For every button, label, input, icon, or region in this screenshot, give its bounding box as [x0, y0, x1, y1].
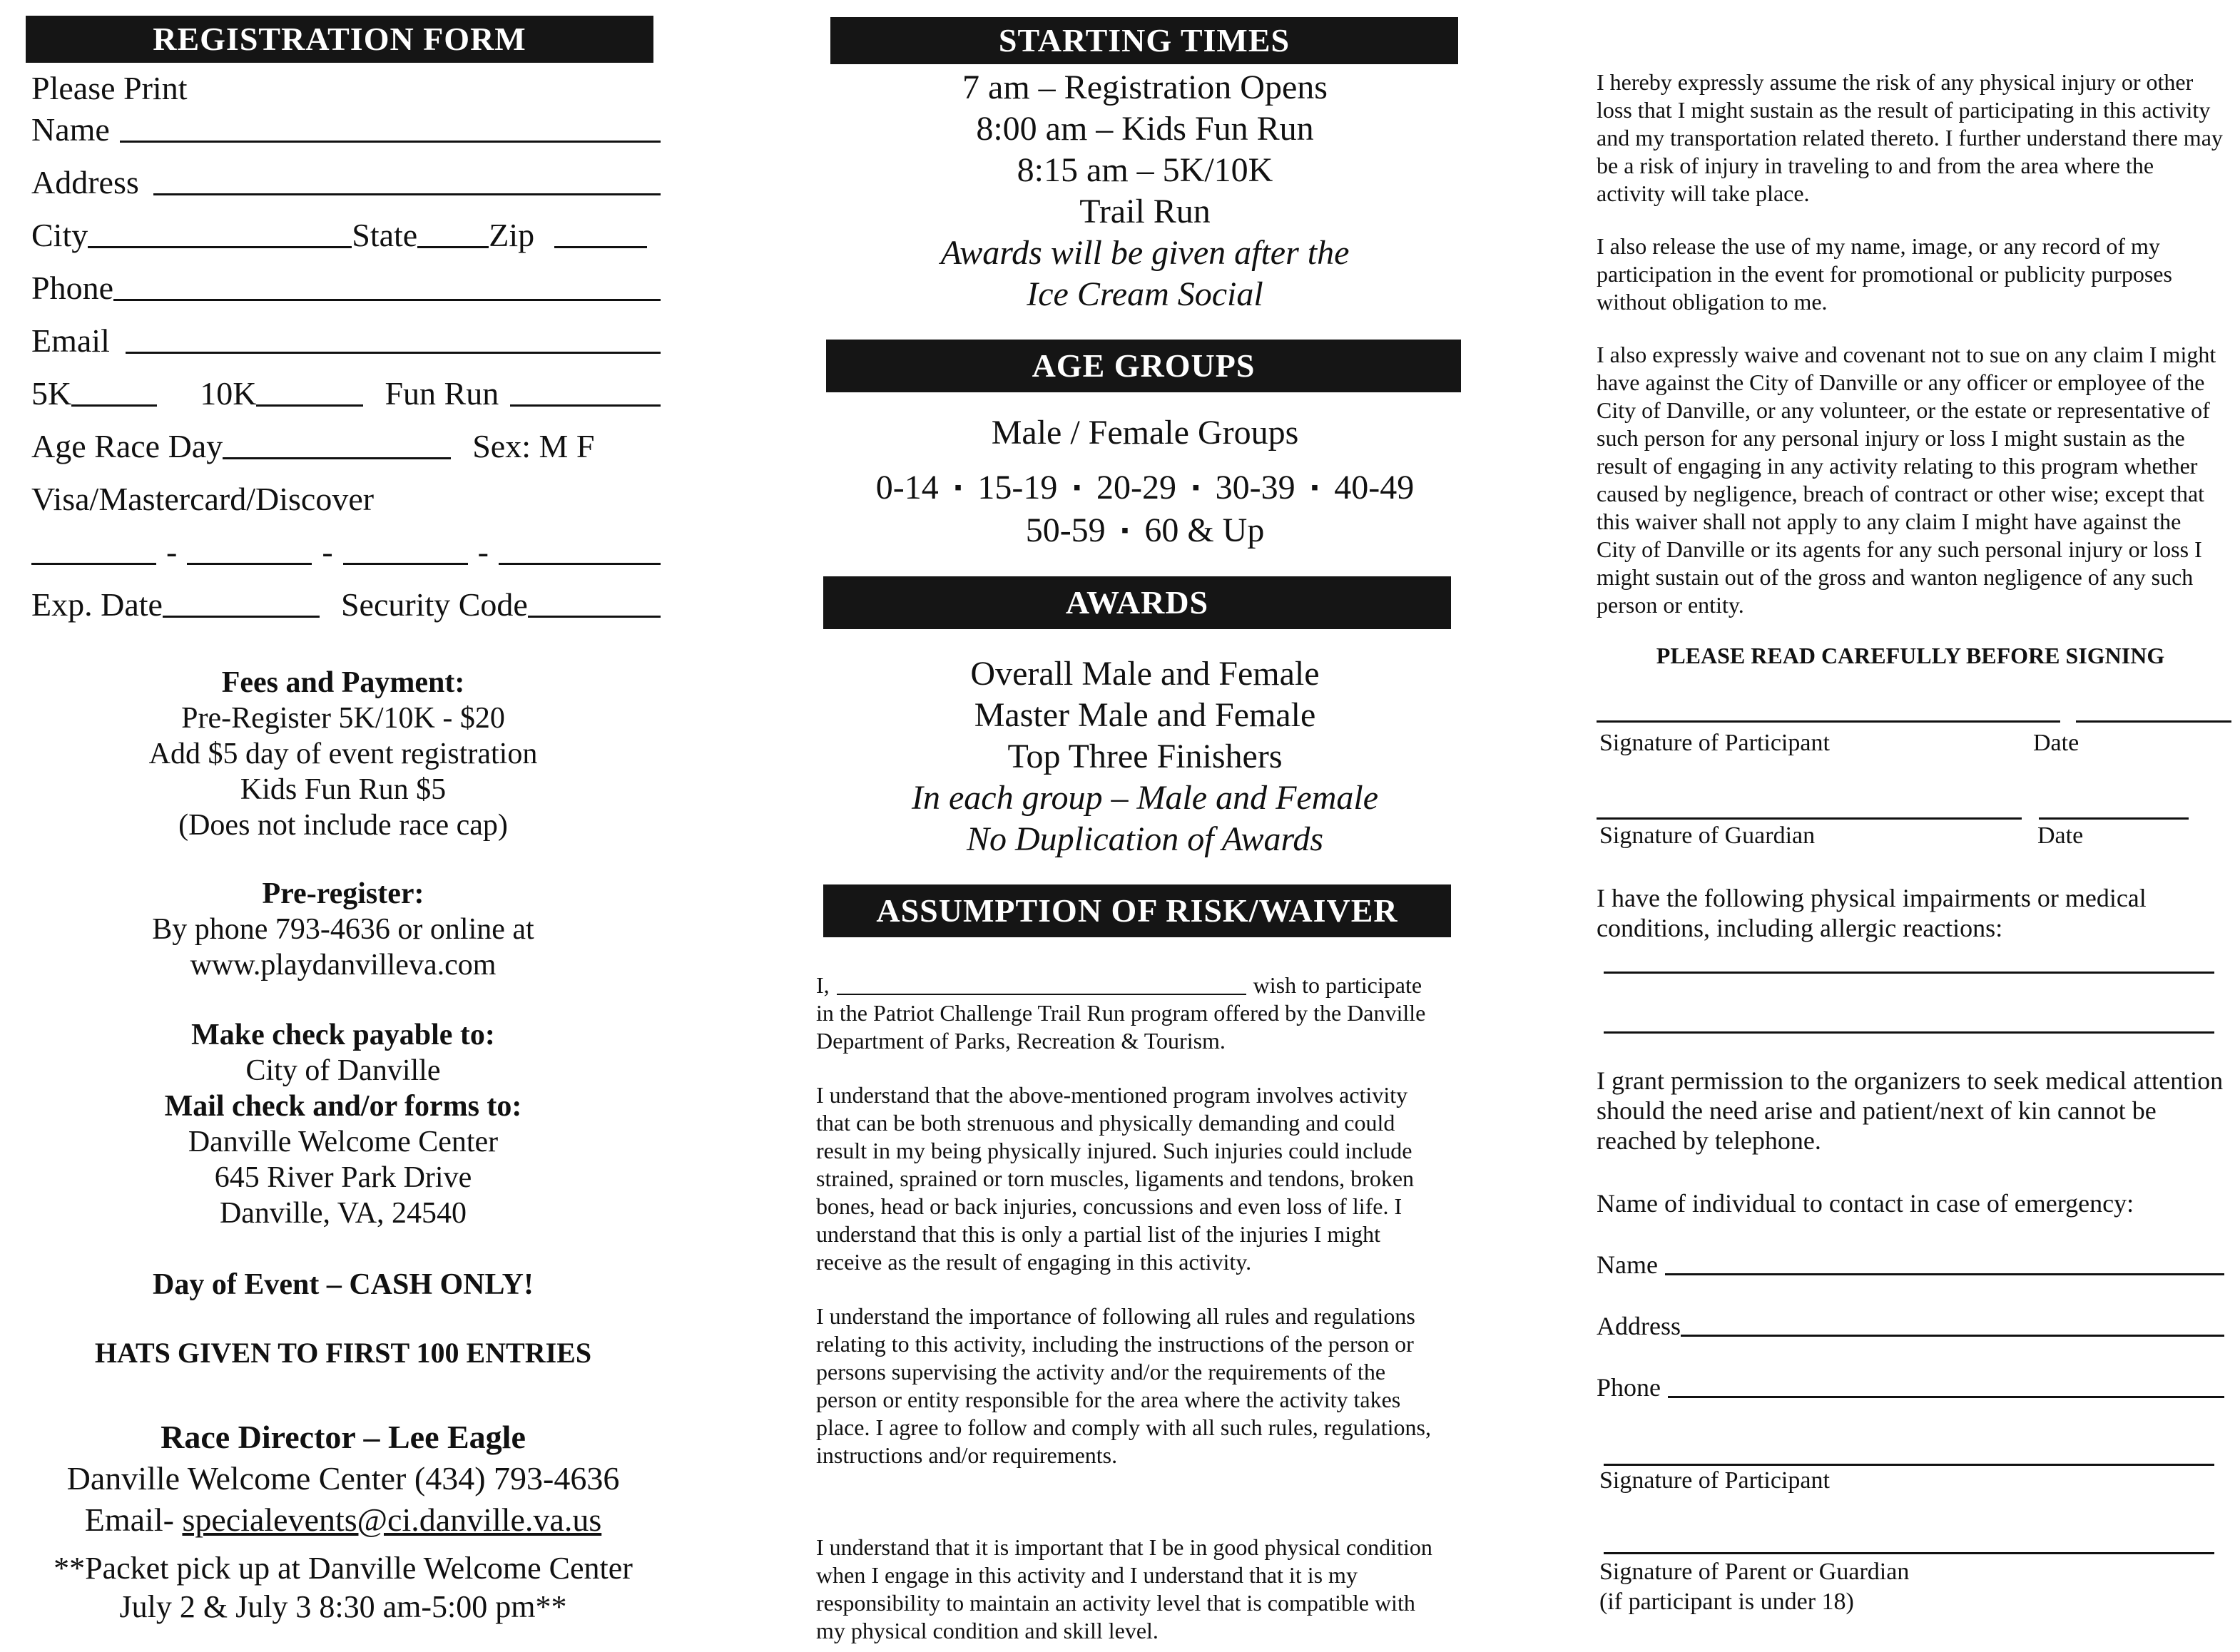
date-label: Date — [2037, 822, 2084, 849]
participant-name-field[interactable] — [837, 994, 1246, 995]
award-note: In each group – Male and Female — [911, 779, 1379, 817]
fees-line: (Does not include race cap) — [178, 809, 508, 842]
race-5k-label: 5K — [31, 375, 72, 412]
security-code-field[interactable] — [528, 616, 661, 618]
card-types-label: Visa/Mastercard/Discover — [31, 481, 375, 517]
zip-field[interactable] — [554, 246, 647, 248]
card-number-field-2[interactable] — [187, 563, 312, 565]
participant-signature-field[interactable] — [1597, 720, 2060, 723]
email-prefix: Email- — [84, 1501, 183, 1538]
fees-heading: Fees and Payment: — [221, 666, 465, 699]
preregister-heading: Pre-register: — [262, 877, 424, 910]
parent-signature-field[interactable] — [1604, 1552, 2214, 1554]
emergency-name-row — [1597, 1244, 2224, 1280]
signature-guardian-label: Signature of Guardian — [1599, 822, 1816, 849]
bullet-icon: ▪ — [954, 476, 962, 499]
card-types-row — [31, 475, 661, 518]
fees-line: Add $5 day of event registration — [148, 738, 538, 770]
starting-times-banner: STARTING TIMES — [830, 17, 1458, 64]
info-column — [816, 0, 1470, 1652]
awards-note: Ice Cream Social — [1027, 275, 1263, 313]
address-label: Address — [31, 164, 139, 200]
city-field[interactable] — [88, 246, 352, 248]
director-email-row — [26, 1499, 661, 1541]
awards-list — [820, 653, 1470, 860]
age-group: 50-59 — [1025, 511, 1106, 549]
race-10k-field[interactable] — [256, 404, 363, 407]
fees-line: Kids Fun Run $5 — [240, 773, 447, 806]
starting-time-line: 7 am – Registration Opens — [962, 68, 1328, 106]
bullet-icon: ▪ — [1191, 476, 1200, 499]
age-group: 20-29 — [1096, 469, 1176, 506]
starting-time-line: Trail Run — [1079, 193, 1211, 230]
waiver-p1-text: in the Patriot Challenge Trail Run program offered by the Danville Department of Parks, Recreation & Tourism. — [816, 1000, 1426, 1054]
state-field[interactable] — [417, 246, 489, 248]
address-row — [31, 158, 661, 201]
day-of-event-note: Day of Event – CASH ONLY! — [153, 1268, 534, 1301]
mail-line: 645 River Park Drive — [214, 1161, 472, 1194]
please-print-label: Please Print — [31, 70, 188, 106]
emergency-name-field[interactable] — [1665, 1273, 2224, 1275]
phone-label: Phone — [31, 270, 113, 306]
emergency-phone-field[interactable] — [1668, 1396, 2224, 1398]
starting-time-line: 8:15 am – 5K/10K — [1017, 151, 1273, 189]
medical-conditions-field-1[interactable] — [1604, 972, 2214, 974]
waiver-i-label: I, — [816, 972, 830, 998]
age-group: 30-39 — [1215, 469, 1295, 506]
medical-conditions-field-2[interactable] — [1604, 1031, 2214, 1034]
director-section — [26, 1417, 661, 1626]
emergency-name-label: Name — [1597, 1250, 1658, 1279]
exp-security-row — [31, 581, 661, 623]
waiver-signature-column — [1597, 0, 2231, 1652]
payable-line: City of Danville — [245, 1054, 441, 1087]
email-label: Email — [31, 322, 110, 359]
age-race-day-label: Age Race Day — [31, 428, 223, 464]
guardian-signature-field[interactable] — [1597, 817, 2022, 820]
under-18-note: (if participant is under 18) — [1599, 1589, 1854, 1615]
card-number-field-4[interactable] — [499, 563, 661, 565]
card-separator: - — [477, 534, 489, 570]
age-groups-row-1 — [820, 466, 1470, 509]
zip-label: Zip — [489, 217, 535, 253]
emergency-address-row — [1597, 1305, 2224, 1341]
name-row — [31, 106, 661, 148]
signature-parent-label: Signature of Parent or Guardian — [1599, 1559, 1910, 1585]
fun-run-label: Fun Run — [385, 375, 499, 412]
hats-note: HATS GIVEN TO FIRST 100 ENTRIES — [94, 1337, 592, 1369]
emergency-phone-label: Phone — [1597, 1373, 1661, 1402]
award-line: Overall Male and Female — [970, 655, 1320, 693]
payable-heading: Make check payable to: — [191, 1019, 495, 1051]
security-code-label: Security Code — [340, 586, 528, 623]
card-number-field-3[interactable] — [343, 563, 468, 565]
bullet-icon: ▪ — [1310, 476, 1319, 499]
preregister-line: By phone 793-4636 or online at — [152, 913, 534, 946]
emergency-address-field[interactable] — [1681, 1335, 2224, 1337]
age-sex-row — [31, 422, 661, 465]
mail-line: Danville, VA, 24540 — [219, 1197, 467, 1230]
director-heading: Race Director – Lee Eagle — [161, 1419, 526, 1455]
email-row — [31, 317, 661, 360]
waiver-paragraph-3: I understand the importance of following all rules and regulations relating to this activity, including the instructions of the person or persons supervising the activity and/or the requirements of the person or entity responsible for the area where the activity takes place. I agree to follow and comply with all such rules, regulations, instructions and/or requirements. — [816, 1303, 1431, 1468]
age-group: 0-14 — [875, 469, 939, 506]
waiver-paragraph-6: I also release the use of my name, image, or any record of my participation in the event for promotional or publicity purposes without obligation to me. — [1597, 233, 2172, 315]
preregister-website[interactable]: www.playdanvilleva.com — [190, 949, 497, 981]
age-field[interactable] — [223, 457, 451, 459]
race-choice-row — [31, 369, 661, 412]
please-print-row — [31, 64, 661, 107]
packet-pickup-dates: July 2 & July 3 8:30 am-5:00 pm** — [119, 1589, 567, 1624]
participant-signature-field-2[interactable] — [1604, 1464, 2214, 1466]
packet-pickup-line: **Packet pick up at Danville Welcome Center — [54, 1551, 633, 1586]
fun-run-field[interactable] — [510, 404, 661, 407]
state-label: State — [352, 217, 418, 253]
card-separator: - — [166, 534, 178, 570]
age-groups-row-2 — [820, 509, 1470, 552]
registration-form-banner: REGISTRATION FORM — [26, 16, 653, 63]
race-5k-field[interactable] — [71, 404, 157, 407]
starting-time-line: 8:00 am – Kids Fun Run — [976, 110, 1314, 148]
exp-date-field[interactable] — [163, 616, 320, 618]
card-number-row — [31, 528, 661, 571]
awards-note: Awards will be given after the — [940, 234, 1350, 272]
awards-banner: AWARDS — [823, 576, 1451, 629]
waiver-paragraph-4: I understand that it is important that I be in good physical condition when I engage in this activity and I understand that it is my responsibility to maintain an activity level that is compatible with my physical condition and skill level. — [816, 1534, 1432, 1643]
exp-date-label: Exp. Date — [31, 586, 163, 623]
director-email-link[interactable]: specialevents@ci.danville.va.us — [182, 1501, 602, 1538]
waiver-wish-label: wish to participate — [1253, 972, 1422, 998]
director-contact: Danville Welcome Center (434) 793-4636 — [66, 1460, 620, 1497]
waiver-paragraph-7: I also expressly waive and covenant not to sue on any claim I might have against the City of Danville or any officer or employee of the City of Danville, or any volunteer, or the estate or representative of such person for any personal injury or loss I might sustain as the result of engaging in any activity relating to this program whether caused by negligence, breach of contract or other wise; except that this waiver shall not apply to any claim I might have against the City of Danville or its agents for any such personal injury or loss I might sustain out of the gross and wanton negligence of any such person or entity. — [1597, 342, 2216, 618]
phone-row — [31, 264, 661, 307]
race-10k-label: 10K — [200, 375, 257, 412]
card-number-field-1[interactable] — [31, 563, 156, 565]
medical-permission-text: I grant permission to the organizers to seek medical attention should the need arise and patient/next of kin cannot be reached by telephone. — [1597, 1066, 2224, 1155]
age-groups-subtitle: Male / Female Groups — [991, 414, 1299, 452]
age-group: 60 & Up — [1144, 511, 1265, 549]
mail-heading: Mail check and/or forms to: — [164, 1090, 522, 1123]
name-field[interactable] — [120, 141, 661, 143]
name-label: Name — [31, 111, 110, 148]
waiver-paragraph-2: I understand that the above-mentioned program involves activity that can be both strenuous and physically demanding and could result in my being physically injured. Such injuries could include strained, sprained or torn muscles, ligaments and tendons, broken bones, head or back injuries, concussions and even loss of life. I understand that this is only a partial list of the injuries I might receive as the result of engaging in this activity. — [816, 1082, 1415, 1275]
date-label: Date — [2033, 730, 2079, 756]
waiver-banner: ASSUMPTION OF RISK/WAIVER — [823, 884, 1451, 937]
emergency-phone-row — [1597, 1367, 2224, 1402]
address-field[interactable] — [153, 193, 661, 195]
age-groups-banner: AGE GROUPS — [826, 340, 1461, 392]
registration-column — [26, 0, 661, 1652]
waiver-paragraph-1 — [816, 972, 1444, 1055]
city-label: City — [31, 217, 88, 253]
award-line: Top Three Finishers — [1007, 738, 1283, 775]
city-state-zip-row — [31, 211, 661, 254]
bullet-icon: ▪ — [1073, 476, 1081, 499]
phone-field[interactable] — [113, 299, 661, 301]
read-carefully-note: PLEASE READ CAREFULLY BEFORE SIGNING — [1656, 643, 2165, 668]
guardian-date-field[interactable] — [2039, 817, 2189, 820]
card-separator: - — [322, 534, 333, 570]
sex-label[interactable]: Sex: M F — [472, 428, 595, 464]
preregister-section — [26, 876, 661, 983]
age-group: 15-19 — [977, 469, 1058, 506]
emergency-address-label: Address — [1597, 1312, 1681, 1340]
fees-section — [26, 665, 661, 843]
emergency-contact-label: Name of individual to contact in case of emergency: — [1597, 1189, 2134, 1218]
age-group: 40-49 — [1334, 469, 1415, 506]
signature-participant-label-2: Signature of Participant — [1599, 1467, 1830, 1494]
participant-date-field[interactable] — [2076, 720, 2231, 723]
mail-line: Danville Welcome Center — [188, 1126, 499, 1158]
starting-times-list — [820, 67, 1470, 315]
signature-participant-label: Signature of Participant — [1599, 730, 1830, 756]
award-note: No Duplication of Awards — [966, 820, 1324, 858]
fees-line: Pre-Register 5K/10K - $20 — [181, 702, 505, 735]
award-line: Master Male and Female — [974, 696, 1316, 734]
medical-conditions-label: I have the following physical impairments or medical conditions, including allergic reactions: — [1597, 884, 2147, 942]
payable-section — [26, 1017, 661, 1231]
bullet-icon: ▪ — [1121, 519, 1129, 542]
waiver-paragraph-5: I hereby expressly assume the risk of any physical injury or other loss that I might sustain as the result of participating in this activity and my transportation related thereto. I further understand there may be a risk of injury in traveling to and from the area where the activity will take place. — [1597, 69, 2223, 206]
email-field[interactable] — [126, 352, 661, 354]
